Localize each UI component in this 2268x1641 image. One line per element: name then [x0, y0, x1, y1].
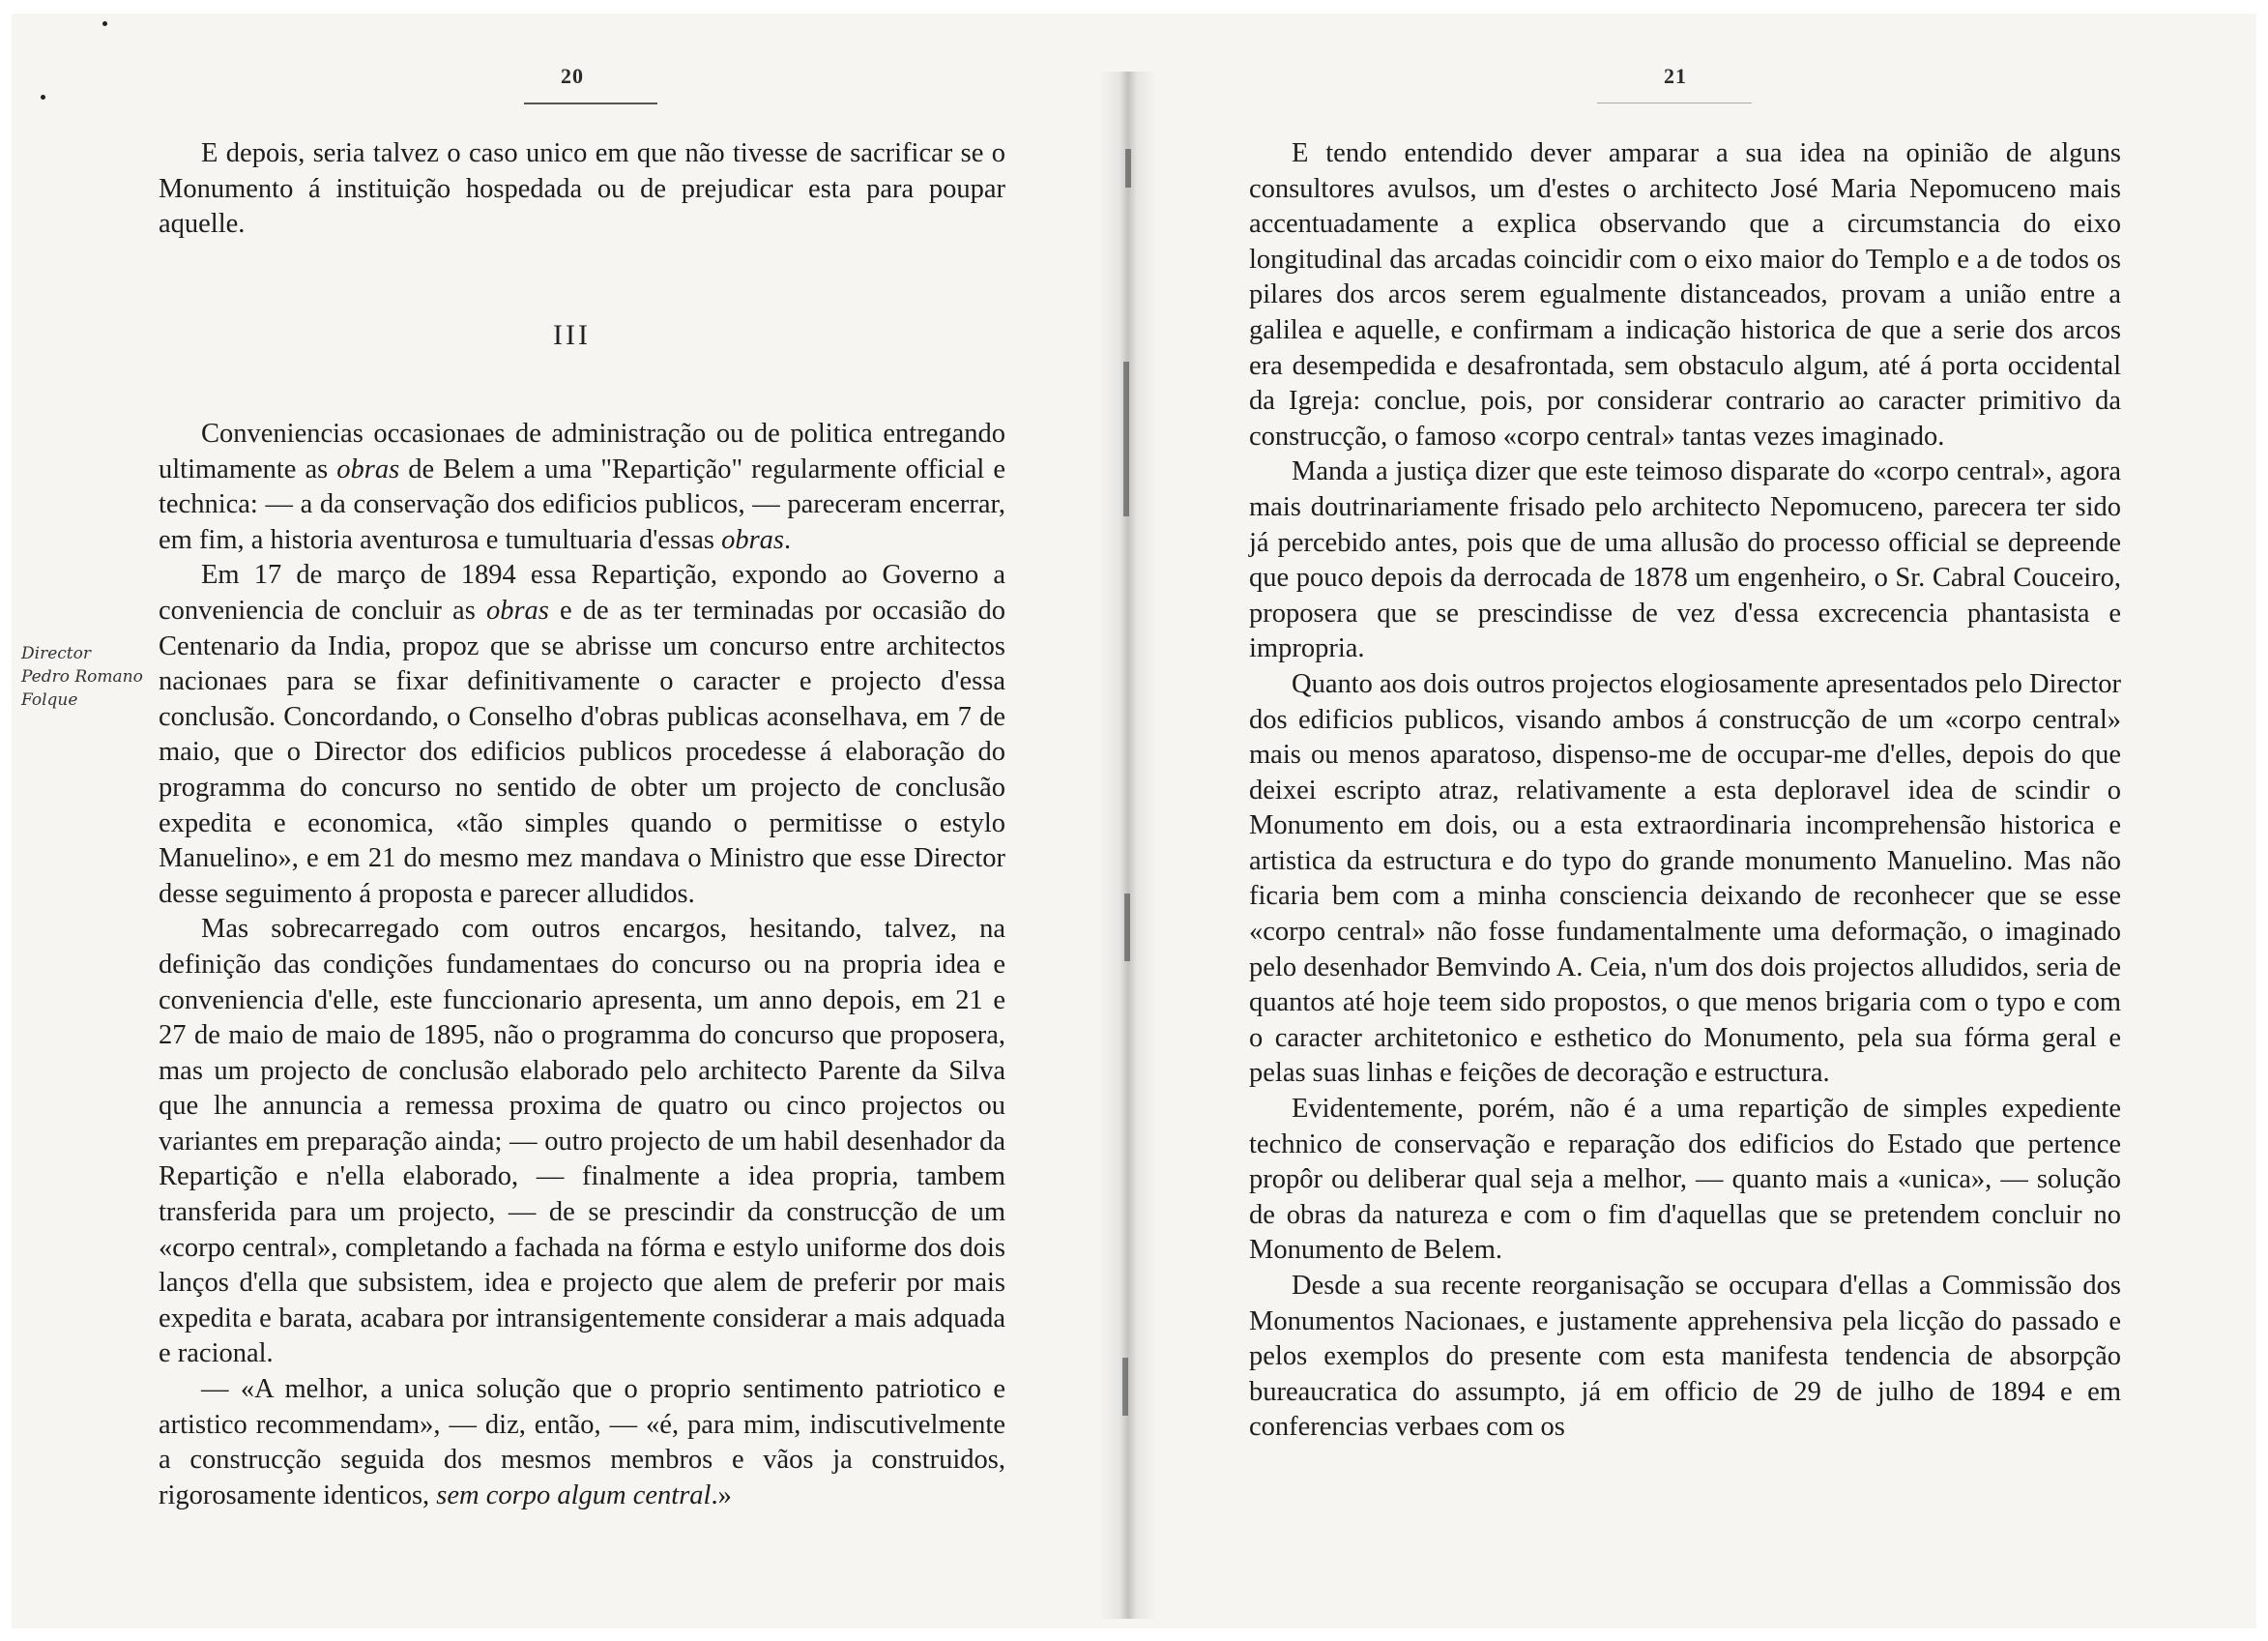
scan-speck [102, 21, 107, 26]
paragraph: Conveniencias occasionaes de administração ou de politica entregando ultimamente as obras de Belem a uma "Repartição" regularmente official e technica: — a da conservação dos edificios publicos, — pareceram encerrar, em fim, a historia aventurosa e tumultuaria d'essas obras. [159, 419, 1005, 555]
binding-mark [1122, 1358, 1128, 1416]
right-page [1133, 14, 2256, 1628]
paragraph: Em 17 de março de 1894 essa Repartição, expondo ao Governo a conveniencia de concluir as obras e de as ter terminadas por occasião do Centenario da India, propoz que se abrisse um concurso entre architectos nacionaes para se fixar definitivamente o caracter e projecto d'essa conclusão. Concordando, o Conselho d'obras publicas aconselhava, em 7 de maio, que o Director dos edificios publicos procedesse á elaboração do programma do concurso no sentido de obter um projecto de conclusão expedita e economica, «tão simples quando o permitisse o estylo Manuelino», e em 21 do mesmo mez mandava o Ministro que esse Director desse seguimento á proposta e parecer alludidos. [159, 560, 1006, 909]
binding-mark [1123, 362, 1129, 516]
body-text-right [1249, 136, 2121, 1446]
paragraph: Desde a sua recente reorganisação se occupara d'ellas a Commissão dos Monumentos Nacionaes, e justamente apprehensiva pela licção do passado e pelos exemplos do presente com esta manifesta tendencia de absorpção bureaucratica do assumpto, já em officio de 29 de julho de 1894 e em conferencias verbaes com os [1249, 1271, 2121, 1443]
page-number-rule [524, 103, 657, 104]
book-spread [12, 14, 2256, 1628]
paragraph: Mas sobrecarregado com outros encargos, hesitando, talvez, na definição das condições fundamentaes do concurso ou na propria idea e conveniencia d'elle, este funccionario apresenta, um anno depois, em 21 e 27 de maio de maio de 1895, não o programma do concurso que proposera, mas um projecto de conclusão elaborado pelo architecto Parente da Silva que lhe annuncia a remessa proxima de quatro ou cinco projectos ou variantes em preparação ainda; — outro projecto de um habil desenhador da Repartição e n'ella elaborado, — finalmente a idea propria, tambem transferida para um projecto, — de se prescindir da construcção de um «corpo central», completando a fachada na fórma e estylo uniforme dos dois lanços d'ella que subsistem, idea e projecto que alem de preferir por mais expedita e barata, acabara por intransigentemente considerar a mais adquada e racional. [159, 914, 1005, 1369]
section-heading: III [553, 319, 591, 351]
scan-speck [41, 95, 45, 100]
paragraph-intro [159, 136, 1005, 243]
paragraph: Manda a justiça dizer que este teimoso disparate do «corpo central», agora mais doutrinariamente frisado pelo architecto Nepomuceno, parecera ter sido já percebido antes, pois que de uma allusão do processo official se depreende que pouco depois da derrocada de 1878 um engenheiro, o Sr. Cabral Couceiro, proposera que se prescindisse de vez d'essa excrecencia phantasista e impropria. [1249, 456, 2121, 664]
binding-mark [1125, 149, 1131, 188]
left-page [12, 14, 1104, 1628]
page-number: 20 [561, 64, 584, 88]
paragraph: — «A melhor, a unica solução que o proprio sentimento patriotico e artistico recommendam», — diz, então, — «é, para mim, indiscutivelmente a construcção seguida dos mesmos membros e vãos ja construidos, rigorosamente identicos, sem corpo algum central.» [159, 1374, 1005, 1510]
paragraph: Evidentemente, porém, não é a uma repartição de simples expediente technico de conservação e reparação dos edificios do Estado que pertence propôr ou deliberar qual seja a melhor, — quanto mais a «unica», — solução de obras da natureza e com o fim d'aquellas que se pretendem concluir no Monumento de Belem. [1249, 1094, 2121, 1266]
paragraph: Quanto aos dois outros projectos elogiosamente apresentados pelo Director dos edificios publicos, visando ambos á construcção de um «corpo central» mais ou menos aparatoso, dispenso-me de occupar-me d'elles, depois do que deixei escripto atraz, relativamente a esta deploravel idea de scindir o Monumento em dois, ou a esta extraordinaria incomprehensão historica e artistica da estructura e do typo do grande monumento Manuelino. Mas não ficaria bem com a minha consciencia deixando de reconhecer que se esse «corpo central» não fosse fundamentalmente uma deformação, o imaginado pelo desenhador Bemvindo A. Ceia, n'um dos dois projectos alludidos, seria de quantos até hoje teem sido propostos, o que menos brigaria com o typo e com o caracter architetonico e esthetico do Monumento, pela sua fórma geral e pelas suas linhas e feições de decoração e estructura. [1249, 668, 2121, 1089]
binding-mark [1124, 894, 1130, 961]
page-number: 21 [1664, 64, 1687, 88]
paragraph-text: E depois, seria talvez o caso unico em que não tivesse de sacrificar se o Monumento á instituição hospedada ou de prejudicar esta para poupar aquelle. [159, 138, 1005, 240]
handwritten-margin-note: Director Pedro Romano Folque [21, 644, 143, 710]
body-text-left [159, 417, 1005, 1513]
paragraph: E tendo entendido dever amparar a sua idea na opinião de alguns consultores avulsos, um d'estes o architecto José Maria Nepomuceno mais accentuadamente a explica observando que a circumstancia do eixo longitudinal das arcadas coincidir com o eixo maior do Templo e a de todos os pilares dos arcos serem egualmente distanceados, provam a união entre a galilea e aquelle, e confirmam a indicação historica de que a serie dos arcos era desempedida e desafrontada, sem obstaculo algum, até á porta occidental da Igreja: conclue, pois, por considerar contrario ao caracter primitivo da construcção, o famoso «corpo central» tantas vezes imaginado. [1249, 138, 2121, 452]
